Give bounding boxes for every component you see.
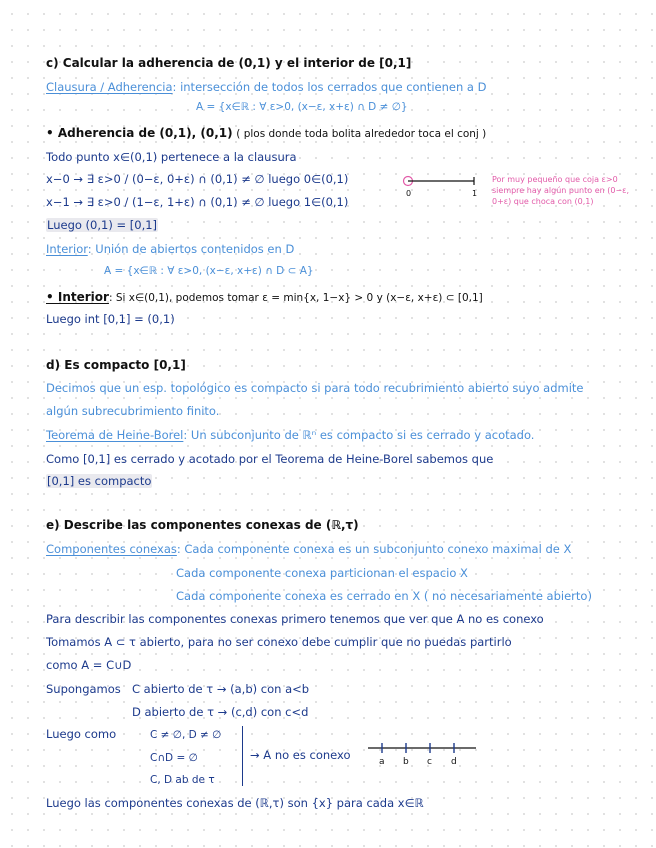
como-line-2 xyxy=(46,474,152,488)
segment-diagram xyxy=(400,172,482,198)
componentes-def-2: Cada componente conexa particionan el espacio X xyxy=(176,566,468,580)
luego-como-label: Luego como xyxy=(46,727,117,741)
supongamos-d: D abierto de τ → (c,d) con c<d xyxy=(132,705,309,719)
final-conclusion: Luego las componentes conexas de (ℝ,τ) son {x} para cada x∈ℝ xyxy=(46,796,424,810)
adherencia-note: ( plos donde toda bolita alrededor toca el conj ) xyxy=(236,128,487,140)
para-line-1: Para describir las componentes conexas primero tenemos que ver que A no es conexo xyxy=(46,612,544,626)
interior-line-text: : Si x∈(0,1), podemos tomar ε = min{x, 1−x} > 0 y (x−ε, x+ε) ⊂ [0,1] xyxy=(108,292,483,304)
tick-a-label: a xyxy=(379,757,385,767)
como-line-1: Como [0,1] es cerrado y acotado por el Teorema de Heine-Borel sabemos que xyxy=(46,452,494,466)
condition-3: C, D ab de τ xyxy=(150,774,215,786)
pink-side-note: Por muy pequeño que coja ε>0 siempre hay algún punto en (0−ε, 0+ε) que choca con (0,1) xyxy=(492,175,630,206)
tick-b-label: b xyxy=(403,757,409,767)
segment-label-0: 0 xyxy=(406,189,412,198)
interior-line xyxy=(46,290,483,305)
x1-line: x−1 → ∃ ε>0 / (1−ε, 1+ε) ∩ (0,1) ≠ ∅ luego 1∈(0,1) xyxy=(46,195,349,209)
heine-borel-term: Teorema de Heine-Borel xyxy=(46,428,184,442)
no-conexo-label: A no es conexo xyxy=(263,748,351,762)
section-d-title: d) Es compacto [0,1] xyxy=(46,358,186,372)
arrow-symbol: → xyxy=(250,748,264,762)
interior-heading: • Interior xyxy=(46,290,109,304)
no-conexo-text xyxy=(250,748,351,762)
compacto-result: [0,1] es compacto xyxy=(47,474,152,488)
section-e-title: e) Describe las componentes conexas de (ℝ,τ) xyxy=(46,518,359,532)
interior-definition xyxy=(46,242,294,256)
condition-brace xyxy=(242,726,243,786)
supongamos-c: C abierto de τ → (a,b) con a<b xyxy=(132,682,310,696)
heine-borel-line xyxy=(46,428,534,442)
componentes-def-1-text: : Cada componente conexa es un subconjunto conexo maximal de X xyxy=(176,542,572,556)
tick-d-label: d xyxy=(451,757,457,767)
interior-term: Interior xyxy=(46,242,88,256)
clausura-definition xyxy=(46,80,487,94)
luego-adherencia xyxy=(46,218,158,232)
x0-line: x−0 → ∃ ε>0 / (0−ε, 0+ε) ∩ (0,1) ≠ ∅ luego 0∈(0,1) xyxy=(46,172,349,186)
compact-def-line-2: algún subrecubrimiento finito. xyxy=(46,404,220,418)
clausura-formula: A = {x∈ℝ : ∀ ε>0, (x−ε, x+ε) ∩ D ≠ ∅} xyxy=(196,101,408,113)
condition-2: C∩D = ∅ xyxy=(150,752,198,764)
adherencia-heading-line xyxy=(46,126,486,141)
supongamos-label: Supongamos xyxy=(46,682,121,696)
compact-def-line-1: Decimos que un esp. topológico es compacto si para todo recubrimiento abierto suyo admite xyxy=(46,381,584,395)
clausura-def-text: : intersección de todos los cerrados que contienen a D xyxy=(172,80,487,94)
para-line-2: Tomamos A ⊂ τ abierto, para no ser conexo debe cumplir que no puedas partirlo xyxy=(46,635,512,649)
segment-label-1: 1 xyxy=(472,189,478,198)
luego-interior: Luego int [0,1] = (0,1) xyxy=(46,312,175,326)
componentes-def-1 xyxy=(46,542,571,556)
para-line-3: como A = C∪D xyxy=(46,658,132,672)
section-c-title: c) Calcular la adherencia de (0,1) y el interior de [0,1] xyxy=(46,56,412,70)
clausura-term: Clausura / Adherencia xyxy=(46,80,173,94)
componentes-term: Componentes conexas xyxy=(46,542,177,556)
adherencia-heading: • Adherencia de (0,1), (0,1) xyxy=(46,126,233,140)
componentes-def-3: Cada componente conexa es cerrado en X ( no necesariamente abierto) xyxy=(176,589,592,603)
interval-diagram xyxy=(368,738,478,768)
interior-def-text: : Unión de abiertos contenidos en D xyxy=(87,242,295,256)
condition-1: C ≠ ∅, D ≠ ∅ xyxy=(150,729,222,741)
tick-c-label: c xyxy=(427,757,432,767)
todo-punto-line: Todo punto x∈(0,1) pertenece a la clausura xyxy=(46,150,297,164)
interior-formula: A = {x∈ℝ : ∀ ε>0, (x−ε, x+ε) ∩ D ⊂ A} xyxy=(104,265,314,277)
luego-adherencia-text: Luego (0,1) = [0,1] xyxy=(47,218,158,232)
heine-borel-def: : Un subconjunto de ℝⁿ es compacto si es cerrado y acotado. xyxy=(183,428,535,442)
